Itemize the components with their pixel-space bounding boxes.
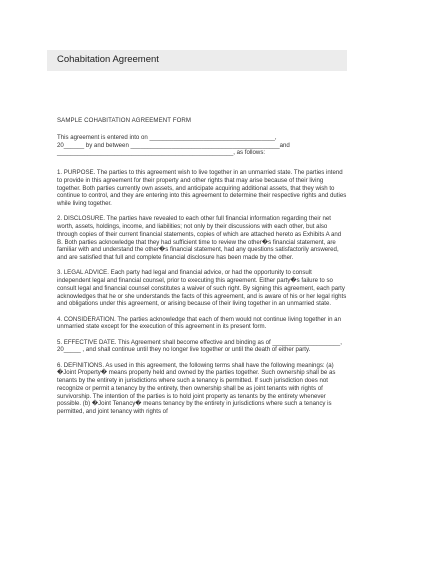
title-bar bbox=[47, 50, 347, 71]
paragraph-legal-advice: 3. LEGAL ADVICE. Each party had legal and financial advice, or had the opportunity to consult independent legal and financial counsel, prior to executing this agreement. Either party�s failure to so consult legal and financial counsel constitutes a waiver of such right. By signing this agreement, each party acknowledges that he or she understands the facts of this agreement, and is aware of his or her legal rights and obligations under this agreement, or arising because of their living together in an unmarried state. bbox=[57, 269, 347, 308]
paragraph-effective-date: 5. EFFECTIVE DATE. This Agreement shall become effective and binding as of ____________________, 20_____ , and shall continue until they no longer live together or until the death of either party. bbox=[57, 338, 342, 354]
intro-line: 20______ by and between ____________________________________________and bbox=[57, 141, 290, 149]
intro-block bbox=[57, 134, 347, 157]
intro-line: This agreement is entered into on _____________________________________, bbox=[57, 133, 277, 141]
intro-line: ____________________________________________________, as follows: bbox=[57, 149, 266, 157]
document-body bbox=[57, 117, 347, 423]
form-heading: SAMPLE COHABITATION AGREEMENT FORM bbox=[57, 117, 192, 124]
document-title: Cohabitation Agreement bbox=[57, 54, 159, 65]
paragraph-consideration: 4. CONSIDERATION. The parties acknowledge that each of them would not continue living together in an unmarried state except for the execution of this agreement in its present form. bbox=[57, 315, 341, 331]
paragraph-definitions: 6. DEFINITIONS. As used in this agreement, the following terms shall have the following meanings: (a) �Joint Property� means property held and owned by the parties together. Such ownership shall be as tenants by the entirety in jurisdictions where such a tenancy is permitted. If such jurisdiction does not recognize or permit a tenancy by the entirety, then ownership shall be as joint tenants with rights of survivorship. The intention of the parties is to hold joint property as tenants by the entirety whenever possible. (b) �Joint Tenancy� means tenancy by the entirety in jurisdictions where such a tenancy is permitted, and joint tenancy with rights of bbox=[57, 361, 336, 415]
paragraph-purpose: 1. PURPOSE. The parties to this agreement wish to live together in an unmarried state. The parties intend to provide in this agreement for their property and other rights that may arise because of their living together. Both parties currently own assets, and anticipate acquiring additional assets, that they wish to continue to control, and they are entering into this agreement to determine their respective rights and duties while living together. bbox=[57, 169, 347, 207]
paragraph-disclosure: 2. DISCLOSURE. The parties have revealed to each other full financial information regarding their net worth, assets, holdings, income, and liabilities; not only by their discussions with each other, but also through copies of their current financial statements, copies of which are attached hereto as Exhibits A and B. Both parties acknowledge that they had sufficient time to review the other�s financial statement, are familiar with and understand the other�s financial statement, had any questions satisfactorily answered, and are satisfied that full and complete financial disclosure has been made by the other. bbox=[57, 215, 342, 261]
